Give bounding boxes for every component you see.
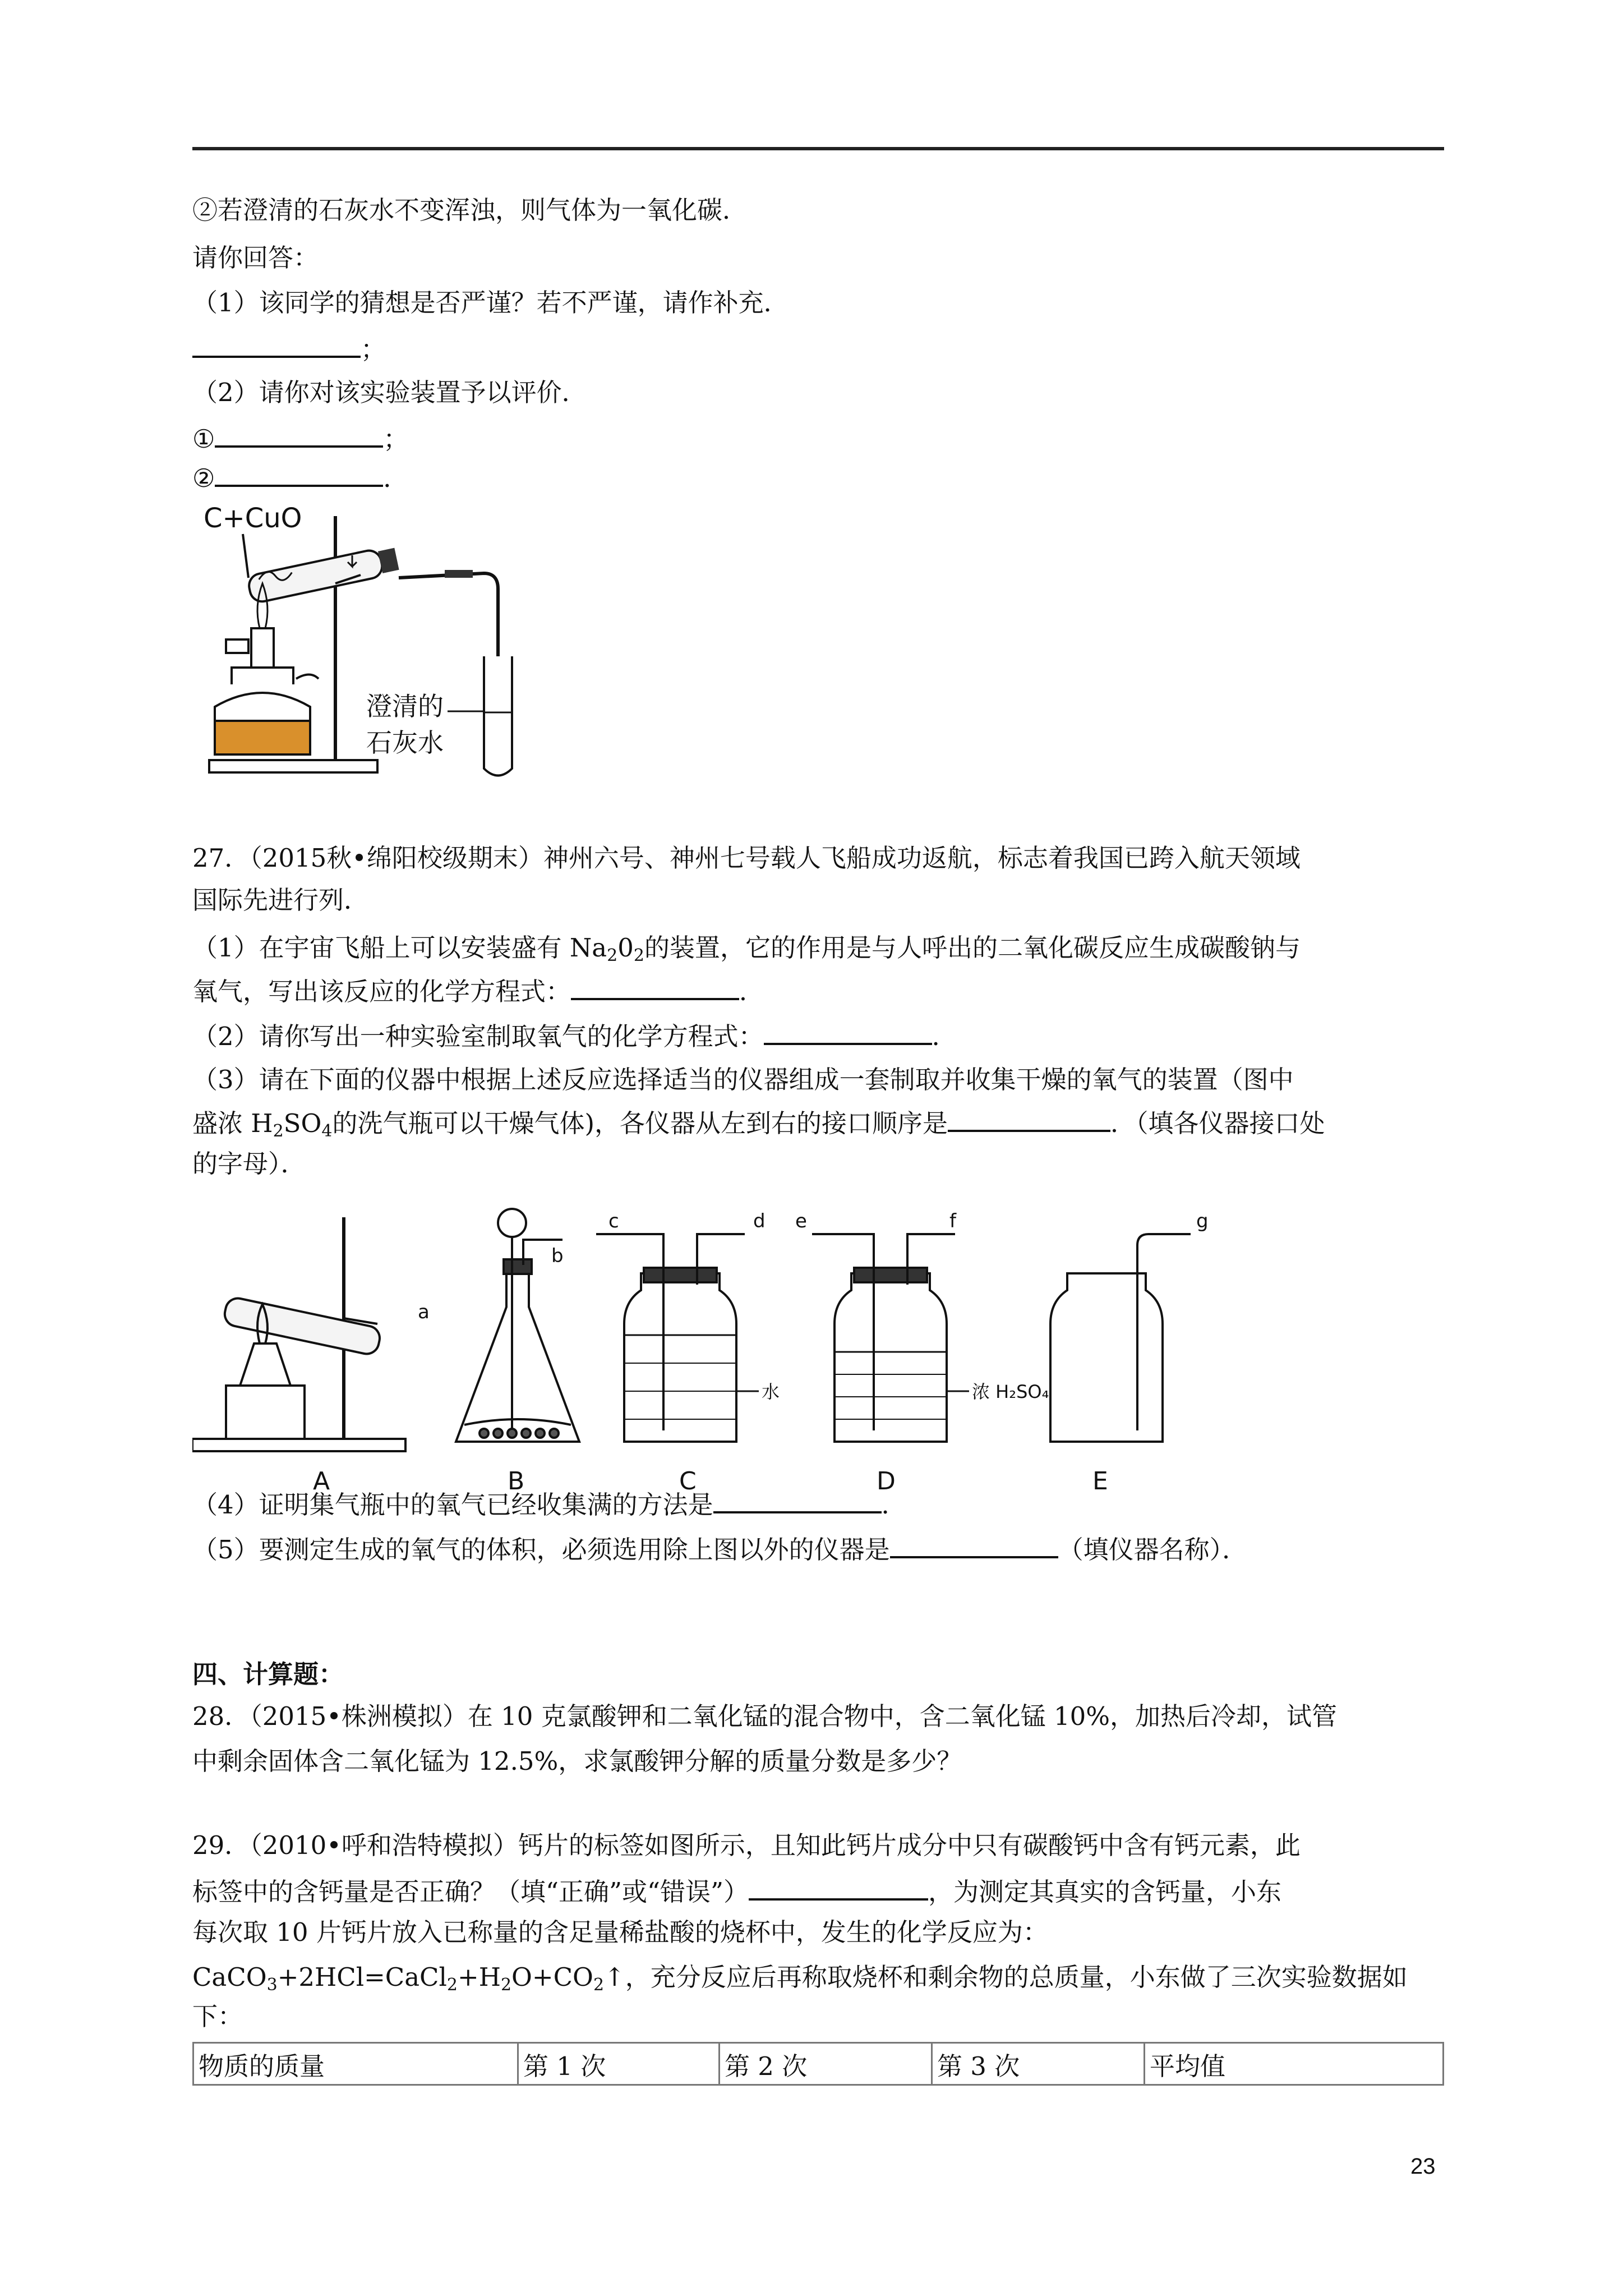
apparatus-label: C <box>679 1467 697 1496</box>
port-label: a <box>418 1301 430 1323</box>
text-line: 下： <box>192 2001 243 2031</box>
answer-blank[interactable] <box>215 460 383 487</box>
text-line: （1）在宇宙飞船上可以安装盛有 $Na_20_2$的装置，它的作用是与人呼出的二氧化碳反应生成碳酸钠与 <box>192 933 1301 965</box>
apparatus-label: D <box>877 1467 896 1496</box>
text-line: 标签中的含钙量是否正确？（填“正确”或“错误”） ，为测定其真实的含钙量，小东 <box>192 1874 1281 1909</box>
apparatus-c <box>596 1234 745 1442</box>
limewater-label: 澄清的 <box>366 691 444 721</box>
reduction-apparatus-figure <box>192 499 585 791</box>
text-line: 28．（2015•株洲模拟）在 10 克氯酸钾和二氧化锰的混合物中，含二氧化锰 10%，加热后冷却，试管 <box>192 1701 1338 1731</box>
table-header-cell: 第 1 次 <box>518 2043 720 2085</box>
text-line: （1）该同学的猜想是否严谨？若不严谨，请作补充． <box>192 288 789 318</box>
apparatus-label: B <box>508 1467 525 1496</box>
text-line: 每次取 10 片钙片放入已称量的含足量稀盐酸的烧杯中，发生的化学反应为： <box>192 1917 1048 1947</box>
table-header-cell: 物质的质量 <box>193 2043 518 2085</box>
apparatus-e <box>1050 1234 1191 1442</box>
table-header-cell: 平均值 <box>1145 2043 1444 2085</box>
text-line: $CaCO_3+2HCl=CaCl_2+H_2O+CO_2↑$，充分反应后再称取烧杯和剩余物的总质量，小东做了三次实验数据如 <box>192 1962 1408 1995</box>
table-row <box>193 2043 1444 2085</box>
answer-blank[interactable] <box>571 973 739 1000</box>
answer-blank[interactable] <box>215 421 383 448</box>
text-line: ① ； <box>192 421 408 456</box>
text-line: 中剩余固体含二氧化锰为 12.5%，求氯酸钾分解的质量分数是多少？ <box>192 1746 962 1776</box>
apparatus-figure <box>192 1206 1224 1498</box>
apparatus-label: E <box>1092 1467 1108 1496</box>
answer-blank[interactable] <box>890 1531 1058 1558</box>
text-line: （2）请你写出一种实验室制取氧气的化学方程式： ． <box>192 1018 957 1053</box>
text-line: 27．（2015秋•绵阳校级期末）神州六号、神州七号载人飞船成功返航，标志着我国已跨入航天领域 <box>192 843 1301 873</box>
header-rule <box>192 147 1444 150</box>
port-label: e <box>795 1210 807 1232</box>
answer-blank[interactable] <box>764 1018 932 1045</box>
answer-blank[interactable] <box>713 1487 882 1513</box>
text-line: 国际先进行列． <box>192 885 370 915</box>
text-line: 29．（2010•呼和浩特模拟）钙片的标签如图所示，且知此钙片成分中只有碳酸钙中含有钙元素，此 <box>192 1830 1301 1860</box>
port-label: d <box>753 1210 766 1232</box>
answer-blank[interactable] <box>948 1105 1110 1132</box>
text-line: 请你回答： <box>192 243 319 273</box>
apparatus-b <box>456 1209 579 1442</box>
text-line: 盛浓 $H_2SO_4$的洗气瓶可以干燥气体)，各仪器从左到右的接口顺序是 ．（填各仪器接口处 <box>192 1105 1325 1148</box>
apparatus-a <box>192 1217 405 1451</box>
port-label: g <box>1196 1210 1209 1232</box>
apparatus-d <box>812 1234 955 1442</box>
text-line: 氧气，写出该反应的化学方程式： ． <box>192 973 764 1009</box>
text-line: （2）请你对该实验装置予以评价． <box>192 378 587 407</box>
reactant-label: C+CuO <box>204 503 302 534</box>
answer-blank[interactable] <box>749 1874 928 1901</box>
text-line: ； <box>192 331 386 366</box>
answer-blank[interactable] <box>192 331 361 358</box>
data-table <box>192 2042 1444 2086</box>
text-line: （5）要测定生成的氧气的体积，必须选用除上图以外的仪器是 （填仪器名称）． <box>192 1531 1247 1567</box>
section-heading: 四、计算题： <box>192 1659 344 1689</box>
acid-label: 浓 H₂SO₄ <box>972 1381 1049 1402</box>
text-line: 的字母）． <box>192 1149 306 1179</box>
apparatus-label: A <box>313 1467 330 1496</box>
text-line: （3）请在下面的仪器中根据上述反应选择适当的仪器组成一套制取并收集干燥的氧气的装置（图中 <box>192 1065 1294 1094</box>
text-line: ② ． <box>192 460 408 495</box>
water-label: 水 <box>762 1381 780 1402</box>
table-header-cell: 第 3 次 <box>932 2043 1145 2085</box>
page-number: 23 <box>1410 2154 1436 2179</box>
limewater-label: 石灰水 <box>366 728 444 758</box>
text-line: （4）证明集气瓶中的氧气已经收集满的方法是 ． <box>192 1487 907 1522</box>
port-label: b <box>551 1245 564 1267</box>
text-line: ②若澄清的石灰水不变浑浊，则气体为一氧化碳． <box>192 195 748 225</box>
port-label: c <box>608 1210 619 1232</box>
table-header-cell: 第 2 次 <box>720 2043 932 2085</box>
port-label: f <box>949 1210 956 1232</box>
